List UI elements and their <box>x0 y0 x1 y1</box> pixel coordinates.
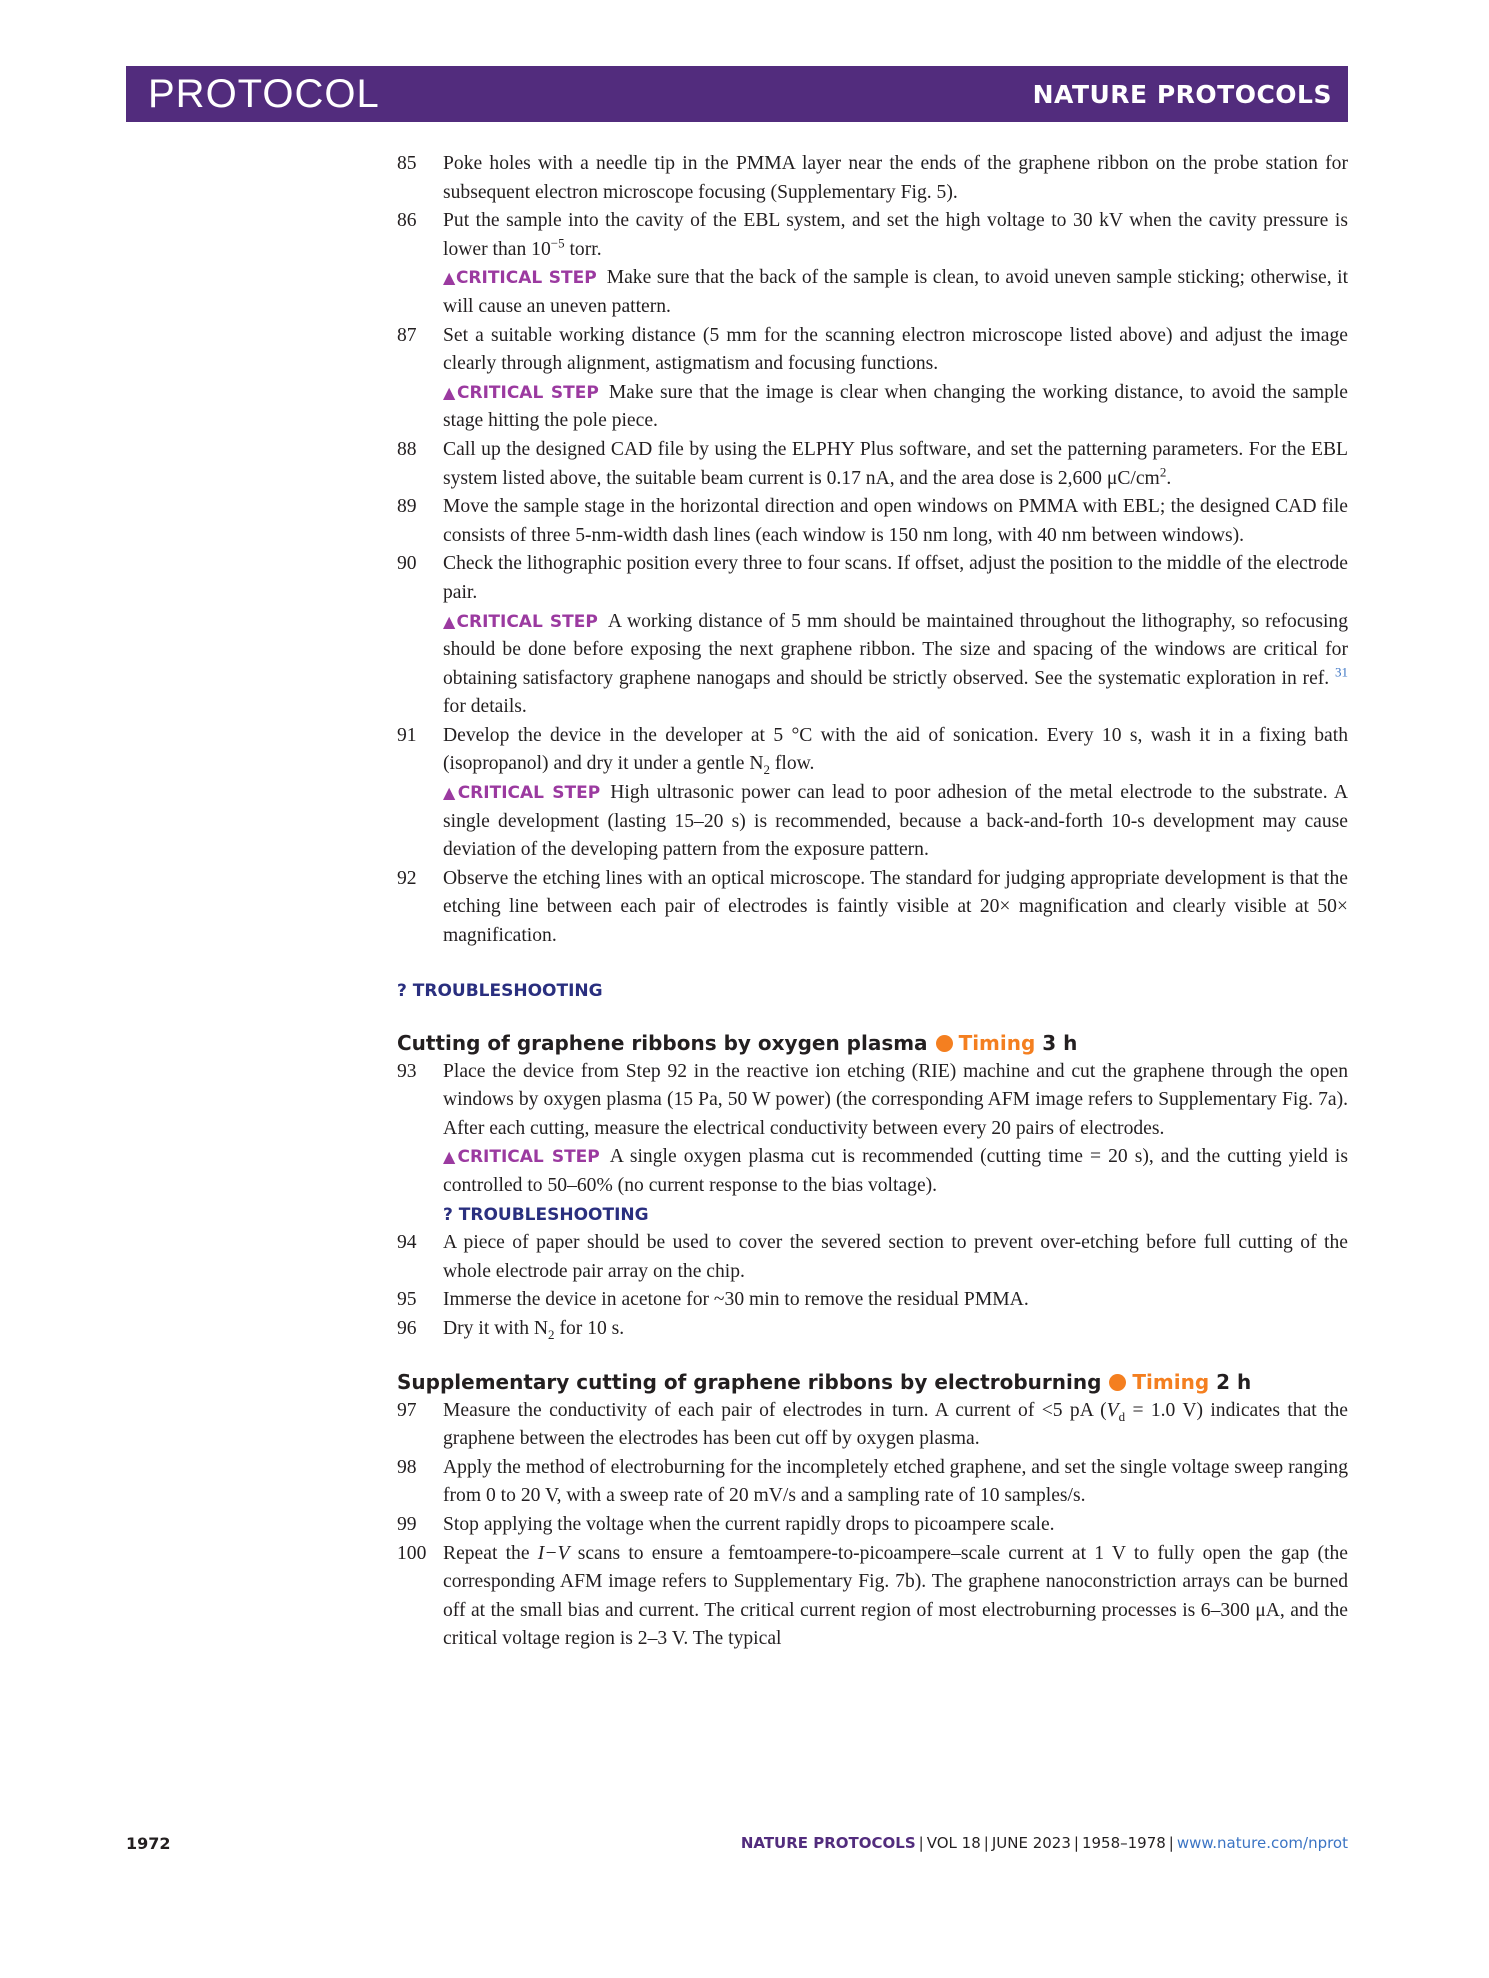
step-text: Immerse the device in acetone for ~30 min to remove the residual PMMA. <box>443 1289 1029 1311</box>
step-text: Apply the method of electroburning for the incompletely etched graphene, and set the single voltage sweep ranging from 0 to 20 V, with a sweep rate of 20 mV/s and a sampling rate of 10 samples/s. <box>443 1456 1348 1507</box>
superscript: −5 <box>550 235 565 251</box>
subscript: 2 <box>548 1326 555 1342</box>
subscript: d <box>1118 1408 1126 1424</box>
critical-text: A single oxygen plasma cut is recommended (cutting time = 20 s), and the cutting yield is controlled to 50–60% (no current response to the bias voltage). <box>443 1146 1348 1196</box>
warning-triangle-icon: ▲ <box>443 1147 458 1167</box>
critical-text-tail: for details. <box>443 696 527 718</box>
step-number: 96 <box>397 1317 417 1339</box>
step-number: 85 <box>397 153 417 174</box>
step-text-tail: torr. <box>564 238 602 260</box>
step-96 <box>397 1315 1348 1344</box>
step-89 <box>397 493 1348 550</box>
footer-citation: NATURE PROTOCOLS | VOL 18 | JUNE 2023 | 1958–1978 | www.nature.com/nprot <box>740 1834 1348 1852</box>
troubleshooting-label: ? TROUBLESHOOTING <box>443 1204 649 1225</box>
step-number: 98 <box>397 1456 417 1478</box>
step-number: 100 <box>397 1542 427 1564</box>
step-98 <box>397 1454 1348 1511</box>
footer-date: JUNE 2023 <box>991 1834 1071 1852</box>
step-91 <box>397 722 1348 865</box>
step-text-tail: for 10 s. <box>554 1317 625 1339</box>
step-text: Dry it with N <box>443 1317 549 1339</box>
step-text: Measure the conductivity of each pair of electrodes in turn. A current of <5 pA ( <box>443 1399 1107 1421</box>
step-text-tail: = 1.0 V) indicates that the graphene between the electrodes has been cut off by oxygen plasma. <box>443 1399 1348 1450</box>
step-90 <box>397 550 1348 722</box>
critical-step-label: ▲CRITICAL STEP <box>443 611 598 632</box>
step-92 <box>397 865 1348 951</box>
step-number: 97 <box>397 1399 417 1421</box>
reference-link[interactable]: 31 <box>1335 664 1348 680</box>
timing-label: Timing <box>958 1030 1036 1055</box>
step-text: Poke holes with a needle tip in the PMMA layer near the ends of the graphene ribbon on the probe station for subsequent electron microscope focusing (Supplementary Fig. 5). <box>443 153 1348 203</box>
step-text: A piece of paper should be used to cover the severed section to prevent over-etching before full cutting of the whole electrode pair array on the chip. <box>443 1232 1348 1282</box>
step-text-tail: flow. <box>769 753 815 775</box>
section-title: Cutting of graphene ribbons by oxygen plasma <box>397 1030 928 1055</box>
step-text: Call up the designed CAD file by using the ELPHY Plus software, and set the patterning parameters. For the EBL system listed above, the suitable beam current is 0.17 nA, and the area dose is 2,600 μC/cm <box>443 438 1348 489</box>
step-number: 94 <box>397 1232 417 1254</box>
step-86 <box>397 207 1348 321</box>
step-88 <box>397 436 1348 493</box>
subscript: 2 <box>763 762 770 778</box>
timing-label: Timing <box>1132 1369 1210 1394</box>
step-number: 90 <box>397 553 417 575</box>
critical-step-label: ▲CRITICAL STEP <box>443 268 597 289</box>
warning-triangle-icon: ▲ <box>443 382 457 402</box>
step-99 <box>397 1511 1348 1540</box>
step-number: 91 <box>397 724 417 746</box>
superscript: 2 <box>1159 464 1167 479</box>
section-title: Supplementary cutting of graphene ribbons by electroburning <box>397 1369 1102 1394</box>
variable: I−V <box>537 1542 570 1564</box>
step-100 <box>397 1540 1348 1654</box>
warning-triangle-icon: ▲ <box>443 783 458 803</box>
section-heading-electroburning <box>397 1368 1348 1397</box>
critical-text: A working distance of 5 mm should be maintained throughout the lithography, so refocusing should be done before exposing the next graphene ribbon. The size and spacing of the windows are critical for obtaining satisfactory graphene nanogaps and should be strictly observed. See the systematic exploration in ref. <box>443 610 1348 689</box>
footer-journal-name: NATURE PROTOCOLS <box>740 1834 916 1852</box>
step-93 <box>397 1058 1348 1230</box>
journal-label: NATURE PROTOCOLS <box>1032 80 1332 109</box>
step-text-tail: scans to ensure a femtoampere-to-picoampere–scale current at 1 V to fully open the gap (the corresponding AFM image refers to Supplementary Fig. 7b). The graphene nanoconstriction arrays can be burned off at the small bias and current. The critical current region of most electroburning processes is 6–300 μA, and the critical voltage region is 2–3 V. The typical <box>443 1542 1348 1650</box>
footer-url-link[interactable]: www.nature.com/nprot <box>1176 1834 1348 1852</box>
footer-volume: VOL 18 <box>926 1834 981 1852</box>
warning-triangle-icon: ▲ <box>443 611 457 631</box>
step-text-tail: . <box>1166 467 1172 489</box>
step-85 <box>397 150 1348 207</box>
spacer <box>397 1344 1348 1368</box>
step-number: 99 <box>397 1513 417 1535</box>
step-text: Stop applying the voltage when the current rapidly drops to picoampere scale. <box>443 1513 1055 1535</box>
step-number: 92 <box>397 867 417 889</box>
header-bar <box>126 66 1348 122</box>
section-label: PROTOCOL <box>148 72 380 116</box>
timing-dot-icon <box>936 1035 953 1052</box>
step-number: 89 <box>397 496 417 518</box>
main-content <box>397 150 1348 1654</box>
section-heading-oxygen-plasma <box>397 1029 1348 1058</box>
step-number: 95 <box>397 1289 417 1311</box>
step-94 <box>397 1229 1348 1286</box>
step-number: 93 <box>397 1060 417 1082</box>
critical-text: Make sure that the back of the sample is clean, to avoid uneven sample sticking; otherwise, it will cause an uneven pattern. <box>443 267 1349 317</box>
step-text: Set a suitable working distance (5 mm for the scanning electron microscope listed above) and adjust the image clearly through alignment, astigmatism and focusing functions. <box>443 324 1348 375</box>
timing-dot-icon <box>1109 1374 1126 1391</box>
step-number: 88 <box>397 438 417 460</box>
step-95 <box>397 1286 1348 1315</box>
footer-pages: 1958–1978 <box>1081 1834 1166 1852</box>
troubleshooting-label: ? TROUBLESHOOTING <box>397 980 603 1001</box>
step-text: Place the device from Step 92 in the reactive ion etching (RIE) machine and cut the graphene through the open windows by oxygen plasma (15 Pa, 50 W power) (the corresponding AFM image refers to Supplementary Fig. 7a). After each cutting, measure the electrical conductivity between every 20 pairs of electrodes. <box>443 1060 1348 1139</box>
timing-value: 3 h <box>1042 1030 1078 1055</box>
page-number: 1972 <box>126 1834 171 1853</box>
step-87 <box>397 322 1348 436</box>
critical-text: Make sure that the image is clear when changing the working distance, to avoid the sample stage hitting the pole piece. <box>443 381 1348 432</box>
timing-value: 2 h <box>1216 1369 1252 1394</box>
step-text: Put the sample into the cavity of the EBL system, and set the high voltage to 30 kV when the cavity pressure is lower than 10 <box>443 210 1348 260</box>
critical-step-label: ▲CRITICAL STEP <box>443 783 601 804</box>
critical-text: High ultrasonic power can lead to poor adhesion of the metal electrode to the substrate. A single development (lasting 15–20 s) is recommended, because a back-and-forth 10-s development may cause deviation of the developing pattern from the exposure pattern. <box>443 782 1348 861</box>
warning-triangle-icon: ▲ <box>443 268 456 288</box>
step-text: Develop the device in the developer at 5 °C with the aid of sonication. Every 10 s, wash it in a fixing bath (isopropanol) and dry it under a gentle N <box>443 724 1348 775</box>
step-97 <box>397 1397 1348 1454</box>
critical-step-label: ▲CRITICAL STEP <box>443 382 599 403</box>
step-text: Check the lithographic position every three to four scans. If offset, adjust the position to the middle of the electrode pair. <box>443 553 1348 603</box>
variable: V <box>1106 1399 1119 1421</box>
step-number: 87 <box>397 324 417 346</box>
step-text: Repeat the <box>443 1542 538 1564</box>
step-text: Move the sample stage in the horizontal direction and open windows on PMMA with EBL; the designed CAD file consists of three 5-nm-width dash lines (each window is 150 nm long, with 40 nm between windows). <box>443 496 1348 546</box>
step-text: Observe the etching lines with an optical microscope. The standard for judging appropriate development is that the etching line between each pair of electrodes is faintly visible at 20× magnification and clearly visible at 50× magnification. <box>443 867 1348 947</box>
step-number: 86 <box>397 210 417 232</box>
critical-step-label: ▲CRITICAL STEP <box>443 1147 600 1168</box>
